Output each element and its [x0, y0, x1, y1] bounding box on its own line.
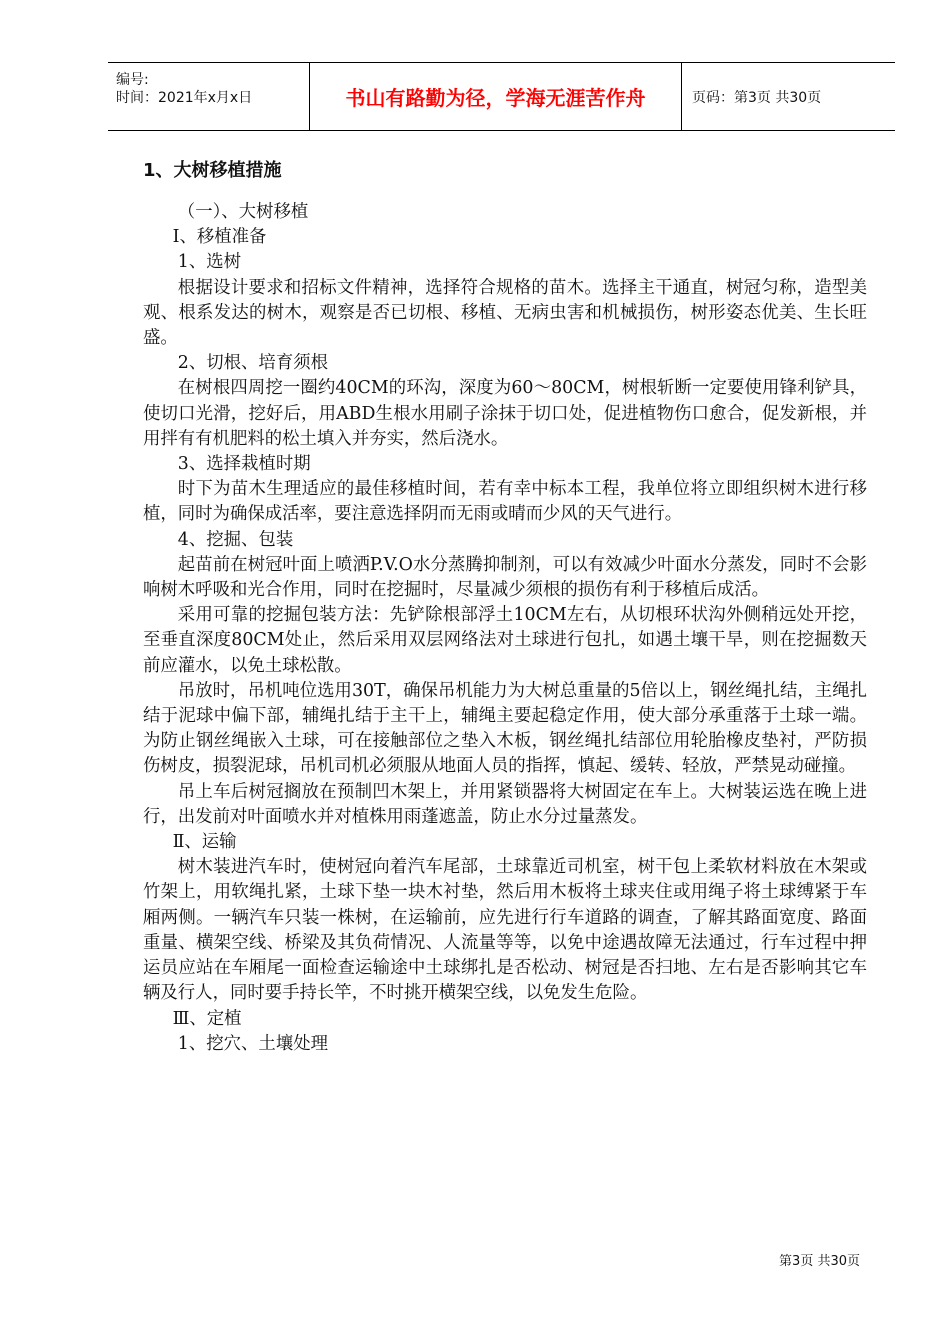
section-heading: Ⅰ、移植准备: [172, 227, 267, 248]
body-paragraph: 起苗前在树冠叶面上喷洒P.V.O水分蒸腾抑制剂，可以有效减少叶面水分蒸发，同时不会影响树木呼吸和光合作用，同时在挖掘时，尽量减少须根的损伤有利于移植后成活。: [143, 554, 867, 601]
body-paragraph: 采用可靠的挖掘包装方法：先铲除根部浮土10CM左右，从切根环状沟外侧稍远处开挖，至垂直深度80CM处止，然后采用双层网络法对土球进行包扎，如遇土壤干旱，则在挖掘数天前应灌水，以免土球松散。: [143, 605, 867, 676]
section-heading: 1、选树: [177, 252, 242, 273]
header-motto: 书山有路勤为径，学海无涯苦作舟: [310, 63, 682, 130]
document-number-label: 编号:: [116, 72, 149, 88]
header-left-cell: [108, 63, 310, 130]
section-heading: （一）、大树移植: [177, 202, 309, 222]
section-heading: 2、切根、培育须根: [177, 353, 328, 374]
section-heading: Ⅱ、运输: [172, 832, 237, 853]
document-time-label: 时间：2021年x月x日: [116, 90, 253, 106]
page-footer: 第3页 共30页: [779, 1254, 860, 1269]
page-header: [108, 62, 895, 131]
body-paragraph: 树木装进汽车时，使树冠向着汽车尾部，土球靠近司机室，树干包上柔软材料放在木架或竹架上，用软绳扎紧，土球下垫一块木衬垫，然后用木板将土球夹住或用绳子将土球缚紧于车厢两侧。一辆汽车只装一株树，在运输前，应先进行行车道路的调查，了解其路面宽度、路面重量、横架空线、桥梁及其负荷情况、人流量等等，以免中途遇故障无法通过，行车过程中押运员应站在车厢尾一面检查运输途中土球绑扎是否松动、树冠是否扫地、左右是否影响其它车辆及行人，同时要手持长竿，不时挑开横架空线，以免发生危险。: [143, 857, 867, 1004]
header-page-number: 页码：第3页 共30页: [692, 89, 822, 106]
body-paragraph: 吊上车后树冠搁放在预制凹木架上，并用紧锁器将大树固定在车上。大树装运选在晚上进行，出发前对叶面喷水并对植株用雨蓬遮盖，防止水分过量蒸发。: [143, 781, 867, 827]
body-paragraph: 吊放时，吊机吨位选用30T，确保吊机能力为大树总重量的5倍以上，钢丝绳扎结，主绳扎结于泥球中偏下部，辅绳扎结于主干上，辅绳主要起稳定作用，使大部分承重落于土球一端。为防止钢丝绳嵌入土球，可在接触部位之垫入木板，钢丝绳扎结部位用轮胎橡皮垫衬，严防损伤树皮，损裂泥球，吊机司机必须服从地面人员的指挥，慎起、缓转、轻放，严禁晃动碰撞。: [143, 680, 867, 777]
section-heading: 4、挖掘、包装: [177, 529, 294, 550]
document-body: [143, 200, 867, 1057]
body-paragraph: 在树根四周挖一圈约40CM的环沟，深度为60～80CM，树根斩断一定要使用锋利铲具，使切口光滑，挖好后，用ABD生根水用刷子涂抹于切口处，促进植物伤口愈合，促发新根，并用拌有有机肥料的松土填入并夯实，然后浇水。: [143, 378, 867, 449]
body-paragraph: 根据设计要求和招标文件精神，选择符合规格的苗木。选择主干通直，树冠匀称，造型美观、根系发达的树木，观察是否已切根、移植、无病虫害和机械损伤，树形姿态优美、生长旺盛。: [143, 277, 867, 349]
section-title: 1、大树移植措施: [143, 160, 282, 181]
section-heading: Ⅲ、定植: [172, 1008, 242, 1029]
section-heading: 1、挖穴、土壤处理: [177, 1033, 328, 1054]
body-paragraph: 时下为苗木生理适应的最佳移植时间，若有幸中标本工程，我单位将立即组织树木进行移植，同时为确保成活率，要注意选择阴而无雨或晴而少风的天气进行。: [143, 479, 867, 525]
section-heading: 3、选择栽植时期: [177, 454, 311, 475]
